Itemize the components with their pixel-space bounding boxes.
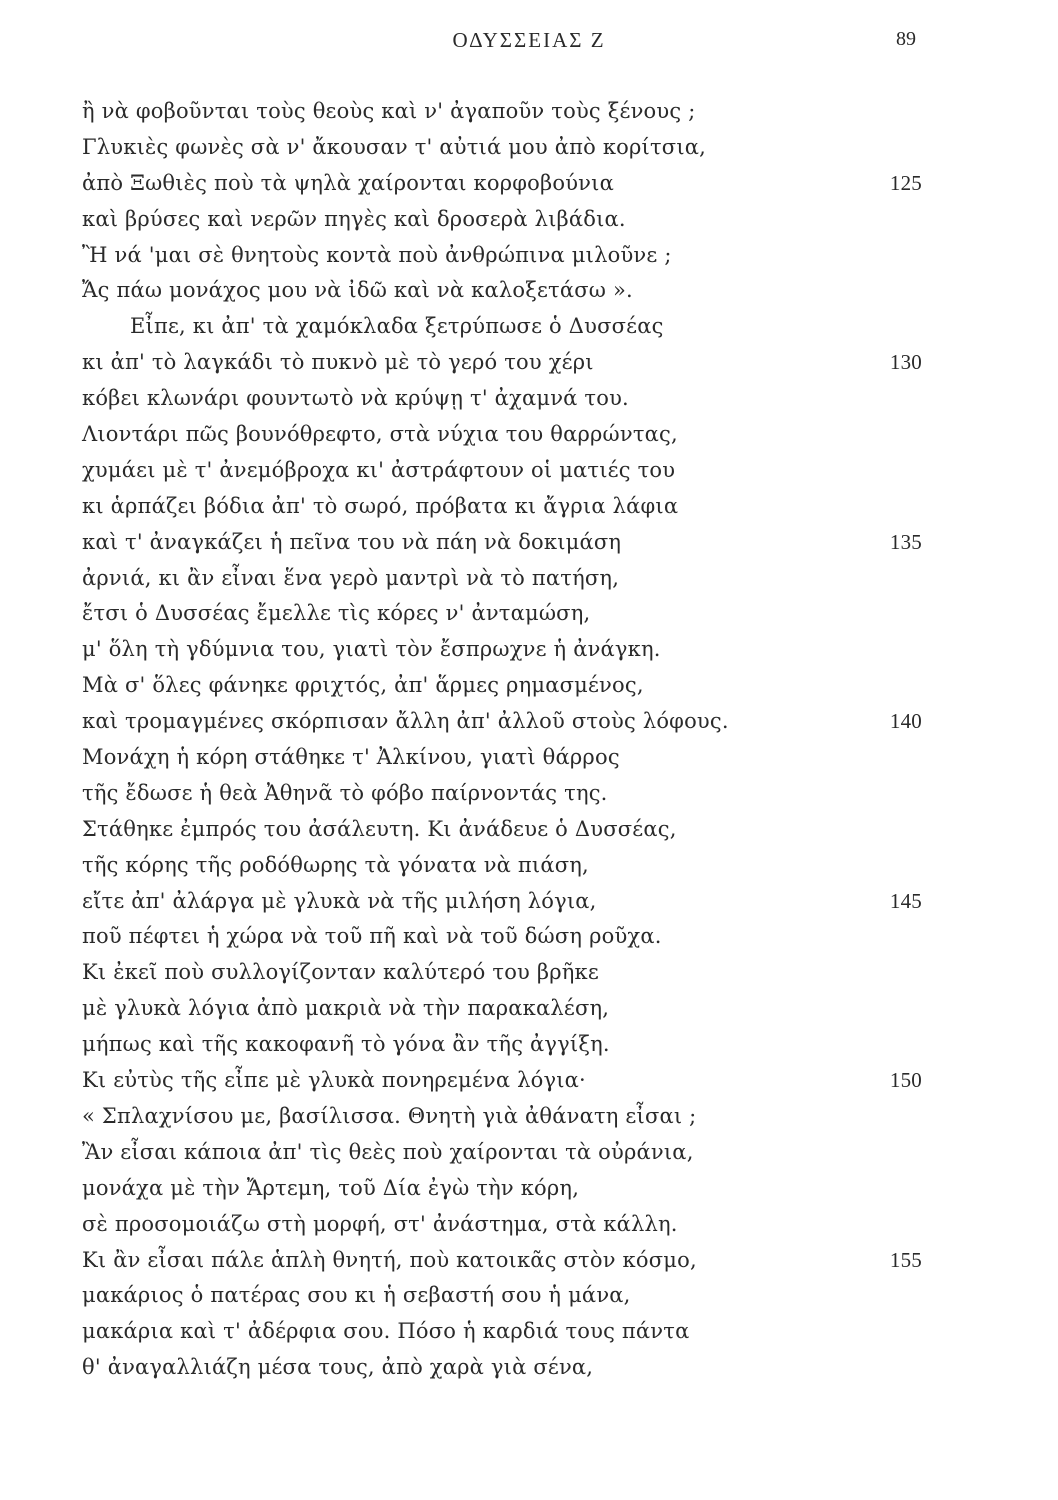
verse-text: ἢ νὰ φοβοῦνται τοὺς θεοὺς καὶ ν' ἀγαποῦν τοὺς ξένους ;	[82, 99, 696, 123]
verse-text: θ' ἀναγαλλιάζη μέσα τους, ἀπὸ χαρὰ γιὰ σένα,	[82, 1355, 594, 1380]
verse-line	[82, 704, 922, 740]
verse-text: Ἄς πάω μονάχος μου νὰ ἰδῶ καὶ νὰ καλοξετάσω ».	[82, 278, 633, 303]
verse-line	[82, 991, 922, 1027]
verse-line	[82, 345, 922, 381]
verse-line	[82, 596, 922, 632]
verse-line	[82, 884, 922, 920]
verse-text: ἀπὸ Ξωθιὲς ποὺ τὰ ψηλὰ χαίρονται κορφοβούνια	[82, 170, 614, 195]
line-number: 140	[889, 709, 922, 734]
verse-text: μακάρια καὶ τ' ἀδέρφια σου. Πόσο ἡ καρδιά τους πάντα	[82, 1319, 690, 1344]
verse-line	[82, 740, 922, 776]
verse-text: Κι εὐτὺς τῆς εἶπε μὲ γλυκὰ πονηρεμένα λόγια·	[82, 1068, 586, 1093]
verse-line	[82, 1207, 922, 1243]
verse-line	[82, 273, 922, 309]
verse-text: καὶ τρομαγμένες σκόρπισαν ἄλλη ἀπ' ἀλλοῦ στοὺς λόφους.	[82, 709, 729, 734]
verse-line	[82, 919, 922, 955]
verse-text: τῆς κόρης τῆς ροδόθωρης τὰ γόνατα νὰ πιάση,	[82, 852, 589, 877]
verse-line	[82, 776, 922, 812]
verse-text: τῆς ἔδωσε ἡ θεὰ Ἀθηνᾶ τὸ φόβο παίρνοντάς της.	[82, 780, 608, 805]
verse-text: εἴτε ἀπ' ἀλάργα μὲ γλυκὰ νὰ τῆς μιλήση λόγια,	[82, 888, 597, 913]
verse-text: χυμάει μὲ τ' ἀνεμόβροχα κι' ἀστράφτουν οἱ ματιές του	[82, 457, 676, 482]
verse-text: Γλυκιὲς φωνὲς σὰ ν' ἄκουσαν τ' αὐτιά μου ἀπὸ κορίτσια,	[82, 134, 707, 159]
verse-line	[82, 309, 922, 345]
verse-line	[82, 94, 922, 130]
verse-text: μήπως καὶ τῆς κακοφανῆ τὸ γόνα ἂν τῆς ἀγγίξη.	[82, 1032, 610, 1057]
verse-text: κι ἀπ' τὸ λαγκάδι τὸ πυκνὸ μὲ τὸ γερό του χέρι	[82, 350, 594, 375]
verse-text: καὶ βρύσες καὶ νερῶν πηγὲς καὶ δροσερὰ λιβάδια.	[82, 206, 626, 231]
verse-line	[82, 1243, 922, 1279]
verse-text: μ' ὅλη τὴ γδύμνια του, γιατὶ τὸν ἔσπρωχνε ἡ ἀνάγκη.	[82, 637, 661, 662]
running-title: ΟΔΥΣΣΕΙΑΣ Ζ	[452, 28, 606, 52]
verse-line	[82, 1027, 922, 1063]
line-number: 125	[889, 170, 922, 195]
page-number: 89	[896, 28, 916, 50]
verse-line	[82, 1350, 922, 1386]
verse-line	[82, 848, 922, 884]
verse-line	[82, 238, 922, 274]
page-header	[0, 28, 1058, 64]
verse-line	[82, 202, 922, 238]
verse-text: μὲ γλυκὰ λόγια ἀπὸ μακριὰ νὰ τὴν παρακαλέση,	[82, 996, 610, 1021]
verse-line	[82, 632, 922, 668]
verse-line	[82, 381, 922, 417]
verse-text: Μονάχη ἡ κόρη στάθηκε τ' Ἀλκίνου, γιατὶ θάρρος	[82, 745, 620, 770]
line-number: 145	[889, 888, 922, 913]
verse-line	[82, 1171, 922, 1207]
verse-text: κι ἁρπάζει βόδια ἀπ' τὸ σωρό, πρόβατα κι ἄγρια λάφια	[82, 493, 679, 518]
verse-text: Κι ἐκεῖ ποὺ συλλογίζονταν καλύτερό του βρῆκε	[82, 960, 599, 985]
verse-text: μονάχα μὲ τὴν Ἄρτεμη, τοῦ Δία ἐγὼ τὴν κόρη,	[82, 1175, 580, 1200]
verse-line	[82, 130, 922, 166]
verse-line	[82, 561, 922, 597]
verse-line	[82, 668, 922, 704]
verse-line	[82, 489, 922, 525]
verse-line	[82, 525, 922, 561]
verse-text: Λιοντάρι πῶς βουνόθρεφτο, στὰ νύχια του θαρρώντας,	[82, 422, 678, 447]
verse-line	[82, 812, 922, 848]
verse-line	[82, 453, 922, 489]
verse-text: « Σπλαχνίσου με, βασίλισσα. Θνητὴ γιὰ ἀθάνατη εἶσαι ;	[82, 1103, 697, 1128]
line-number: 135	[889, 529, 922, 554]
verse-line	[82, 955, 922, 991]
verse-line	[82, 1099, 922, 1135]
verse-text: Στάθηκε ἐμπρός του ἀσάλευτη. Κι ἀνάδευε ὁ Δυσσέας,	[82, 816, 677, 841]
verse-line	[82, 1063, 922, 1099]
verse-block	[82, 94, 922, 1386]
verse-text: ποῦ πέφτει ἡ χώρα νὰ τοῦ πῆ καὶ νὰ τοῦ δώση ροῦχα.	[82, 924, 662, 949]
line-number: 130	[889, 350, 922, 375]
verse-text: Εἶπε, κι ἀπ' τὰ χαμόκλαδα ξετρύπωσε ὁ Δυσσέας	[130, 314, 664, 339]
line-number: 155	[889, 1247, 922, 1272]
verse-text: μακάριος ὁ πατέρας σου κι ἡ σεβαστή σου ἡ μάνα,	[82, 1283, 631, 1308]
verse-line	[82, 417, 922, 453]
verse-text: Ἂν εἶσαι κάποια ἀπ' τὶς θεὲς ποὺ χαίρονται τὰ οὐράνια,	[82, 1139, 694, 1164]
verse-text: σὲ προσομοιάζω στὴ μορφή, στ' ἀνάστημα, στὰ κάλλη.	[82, 1211, 678, 1236]
verse-text: Κι ἂν εἶσαι πάλε ἁπλὴ θνητή, ποὺ κατοικᾶς στὸν κόσμο,	[82, 1247, 697, 1272]
verse-text: κόβει κλωνάρι φουντωτὸ νὰ κρύψῃ τ' ἀχαμνά του.	[82, 386, 629, 411]
line-number: 150	[889, 1068, 922, 1093]
verse-text: Ἢ νά 'μαι σὲ θνητοὺς κοντὰ ποὺ ἀνθρώπινα μιλοῦνε ;	[82, 242, 672, 267]
verse-text: Μὰ σ' ὅλες φάνηκε φριχτός, ἀπ' ἅρμες ρημασμένος,	[82, 673, 644, 698]
verse-line	[82, 1278, 922, 1314]
verse-text: ἀρνιά, κι ἂν εἶναι ἕνα γερὸ μαντρὶ νὰ τὸ πατήση,	[82, 565, 620, 590]
verse-text: ἔτσι ὁ Δυσσέας ἔμελλε τὶς κόρες ν' ἀνταμώση,	[82, 601, 591, 626]
verse-line	[82, 166, 922, 202]
verse-line	[82, 1135, 922, 1171]
verse-line	[82, 1314, 922, 1350]
verse-text: καὶ τ' ἀναγκάζει ἡ πεῖνα του νὰ πάη νὰ δοκιμάση	[82, 529, 622, 554]
